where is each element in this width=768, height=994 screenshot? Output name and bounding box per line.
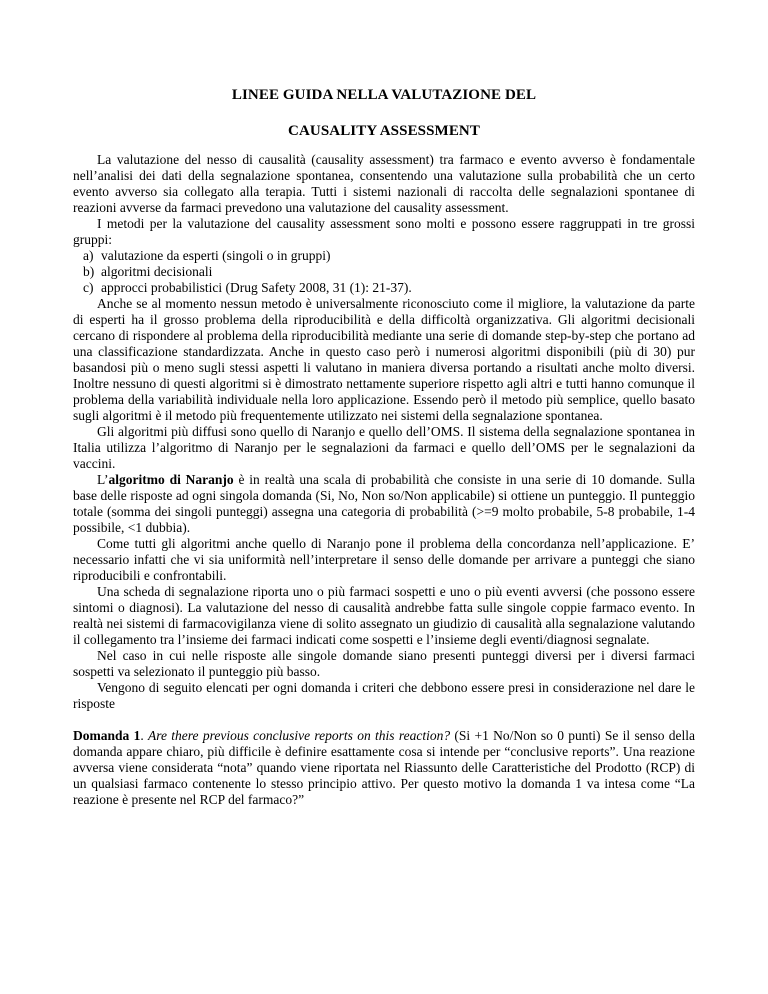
paragraph-comparison: Anche se al momento nessun metodo è universalmente riconosciuto come il migliore, la valutazione da parte di esperti ha il grosso problema della riproducibilità e della difficoltà organizzativa. Gli algoritmi decisionali cercano di rispondere al problema della riproducibilità mediante una serie di domande step-by-step che portano ad una classificazione standardizzata. Anche in questo caso però i numerosi algoritmi disponibili (più di 30) pur basandosi più o meno sugli stessi aspetti li valutano in maniera diversa portando a risultati anche molto diversi. Inoltre nessuno di questi algoritmi si è dimostrato nettamente superiore rispetto agli altri e tutti hanno comunque il problema della variabilità individuale nella loro applicazione. Essendo però il metodo più semplice, quello basato sugli algoritmi è il metodo più frequentemente utilizzato nei sistemi della segnalazione spontanea. [73,296,695,423]
methods-list [73,248,695,296]
question-1-scores: (Si +1 No/Non so 0 punti) [450,728,601,743]
document-body [73,152,695,808]
title-line-1: LINEE GUIDA NELLA VALUTAZIONE DEL [231,87,537,103]
paragraph-report-form: Una scheda di segnalazione riporta uno o più farmaci sospetti e uno o più eventi avversi (che possono essere sintomi o diagnosi). La valutazione del nesso di causalità andrebbe fatta sulle singole coppie farmaco evento. In realtà nei sistemi di farmacovigilanza viene di solito assegnato un giudizio di causalità alla segnalazione valutando il collegamento tra l’insieme dei farmaci indicati come sospetti e l’insieme degli eventi/diagnosi segnalate. [73,584,695,647]
paragraph-methods: I metodi per la valutazione del causality assessment sono molti e possono essere raggruppati in tre grossi gruppi: [73,216,695,247]
list-item: a) valutazione da esperti (singoli o in gruppi) [83,248,331,263]
question-1: Domanda 1. Are there previous conclusive reports on this reaction? (Si +1 No/Non so 0 punti) Se il senso della domanda appare chiaro, più difficile è definire esattamente cosa si intende per “conclusive reports”. Una reazione avversa viene considerata “nota” quando viene riportata nel Riassunto delle Caratteristiche del Prodotto (RCP) di un qualsiasi farmaco contenente lo stesso principio attivo. Per questo motivo la domanda 1 va intesa come “La reazione è presente nel RCP del farmaco?” [73,728,696,807]
title-line-2: CAUSALITY ASSESSMENT [288,123,480,139]
paragraph-algorithms: Gli algoritmi più diffusi sono quello di Naranjo e quello dell’OMS. Il sistema della segnalazione spontanea in Italia utilizza l’algoritmo di Naranjo per le segnalazioni da farmaci e quello dell’OMS per le segnalazioni da vaccini. [73,424,695,471]
paragraph-naranjo: L’algoritmo di Naranjo è in realtà una scala di probabilità che consiste in una serie di 10 domande. Sulla base delle risposte ad ogni singola domanda (Si, No, Non so/Non applicabile) si ottiene un punteggio. Il punteggio totale (somma dei singoli punteggi) assegna una categoria di probabilità (>=9 molto probabile, 5-8 probabile, 1-4 possibile, <1 dubbia). [73,472,695,535]
paragraph-intro: La valutazione del nesso di causalità (causality assessment) tra farmaco e evento avverso è fondamentale nell’analisi dei dati della segnalazione spontanea, consentendo una valutazione sulla probabilità che un certo evento avverso sia collegato alla terapia. Tutti i sistemi nazionali di raccolta delle segnalazioni spontanee di reazioni avverse da farmaci prevedono una valutazione del causality assessment. [73,152,695,215]
paragraph-concordance: Come tutti gli algoritmi anche quello di Naranjo pone il problema della concordanza nell’applicazione. E’ necessario infatti che vi sia uniformità nell’interpretare il senso delle domande per arrivare a punteggi che siano riproducibili e confrontabili. [73,536,695,583]
list-item: c) approcci probabilistici (Drug Safety 2008, 31 (1): 21-37). [83,280,412,295]
question-1-explanation: Se il senso della domanda appare chiaro, più difficile è definire esattamente cosa si intende per “conclusive reports”. Una reazione avversa viene considerata “nota” quando viene riportata nel Riassunto delle Caratteristiche del Prodotto (RCP) di un qualsiasi farmaco contenente lo stesso principio attivo. Per questo motivo la domanda 1 va intesa come “La reazione è presente nel RCP del farmaco?” [73,728,696,807]
spacer [73,712,695,728]
paragraph-scoring-rule: Nel caso in cui nelle risposte alle singole domande siano presenti punteggi diversi per i diversi farmaci sospetti va selezionato il punteggio più basso. [73,648,695,679]
question-1-text: Are there previous conclusive reports on this reaction? [148,728,451,743]
list-item: b) algoritmi decisionali [83,264,213,279]
question-1-label: Domanda 1 [73,728,141,743]
paragraph-criteria-intro: Vengono di seguito elencati per ogni domanda i criteri che debbono essere presi in considerazione nel dare le risposte [73,680,695,711]
naranjo-term: algoritmo di Naranjo [108,472,234,487]
